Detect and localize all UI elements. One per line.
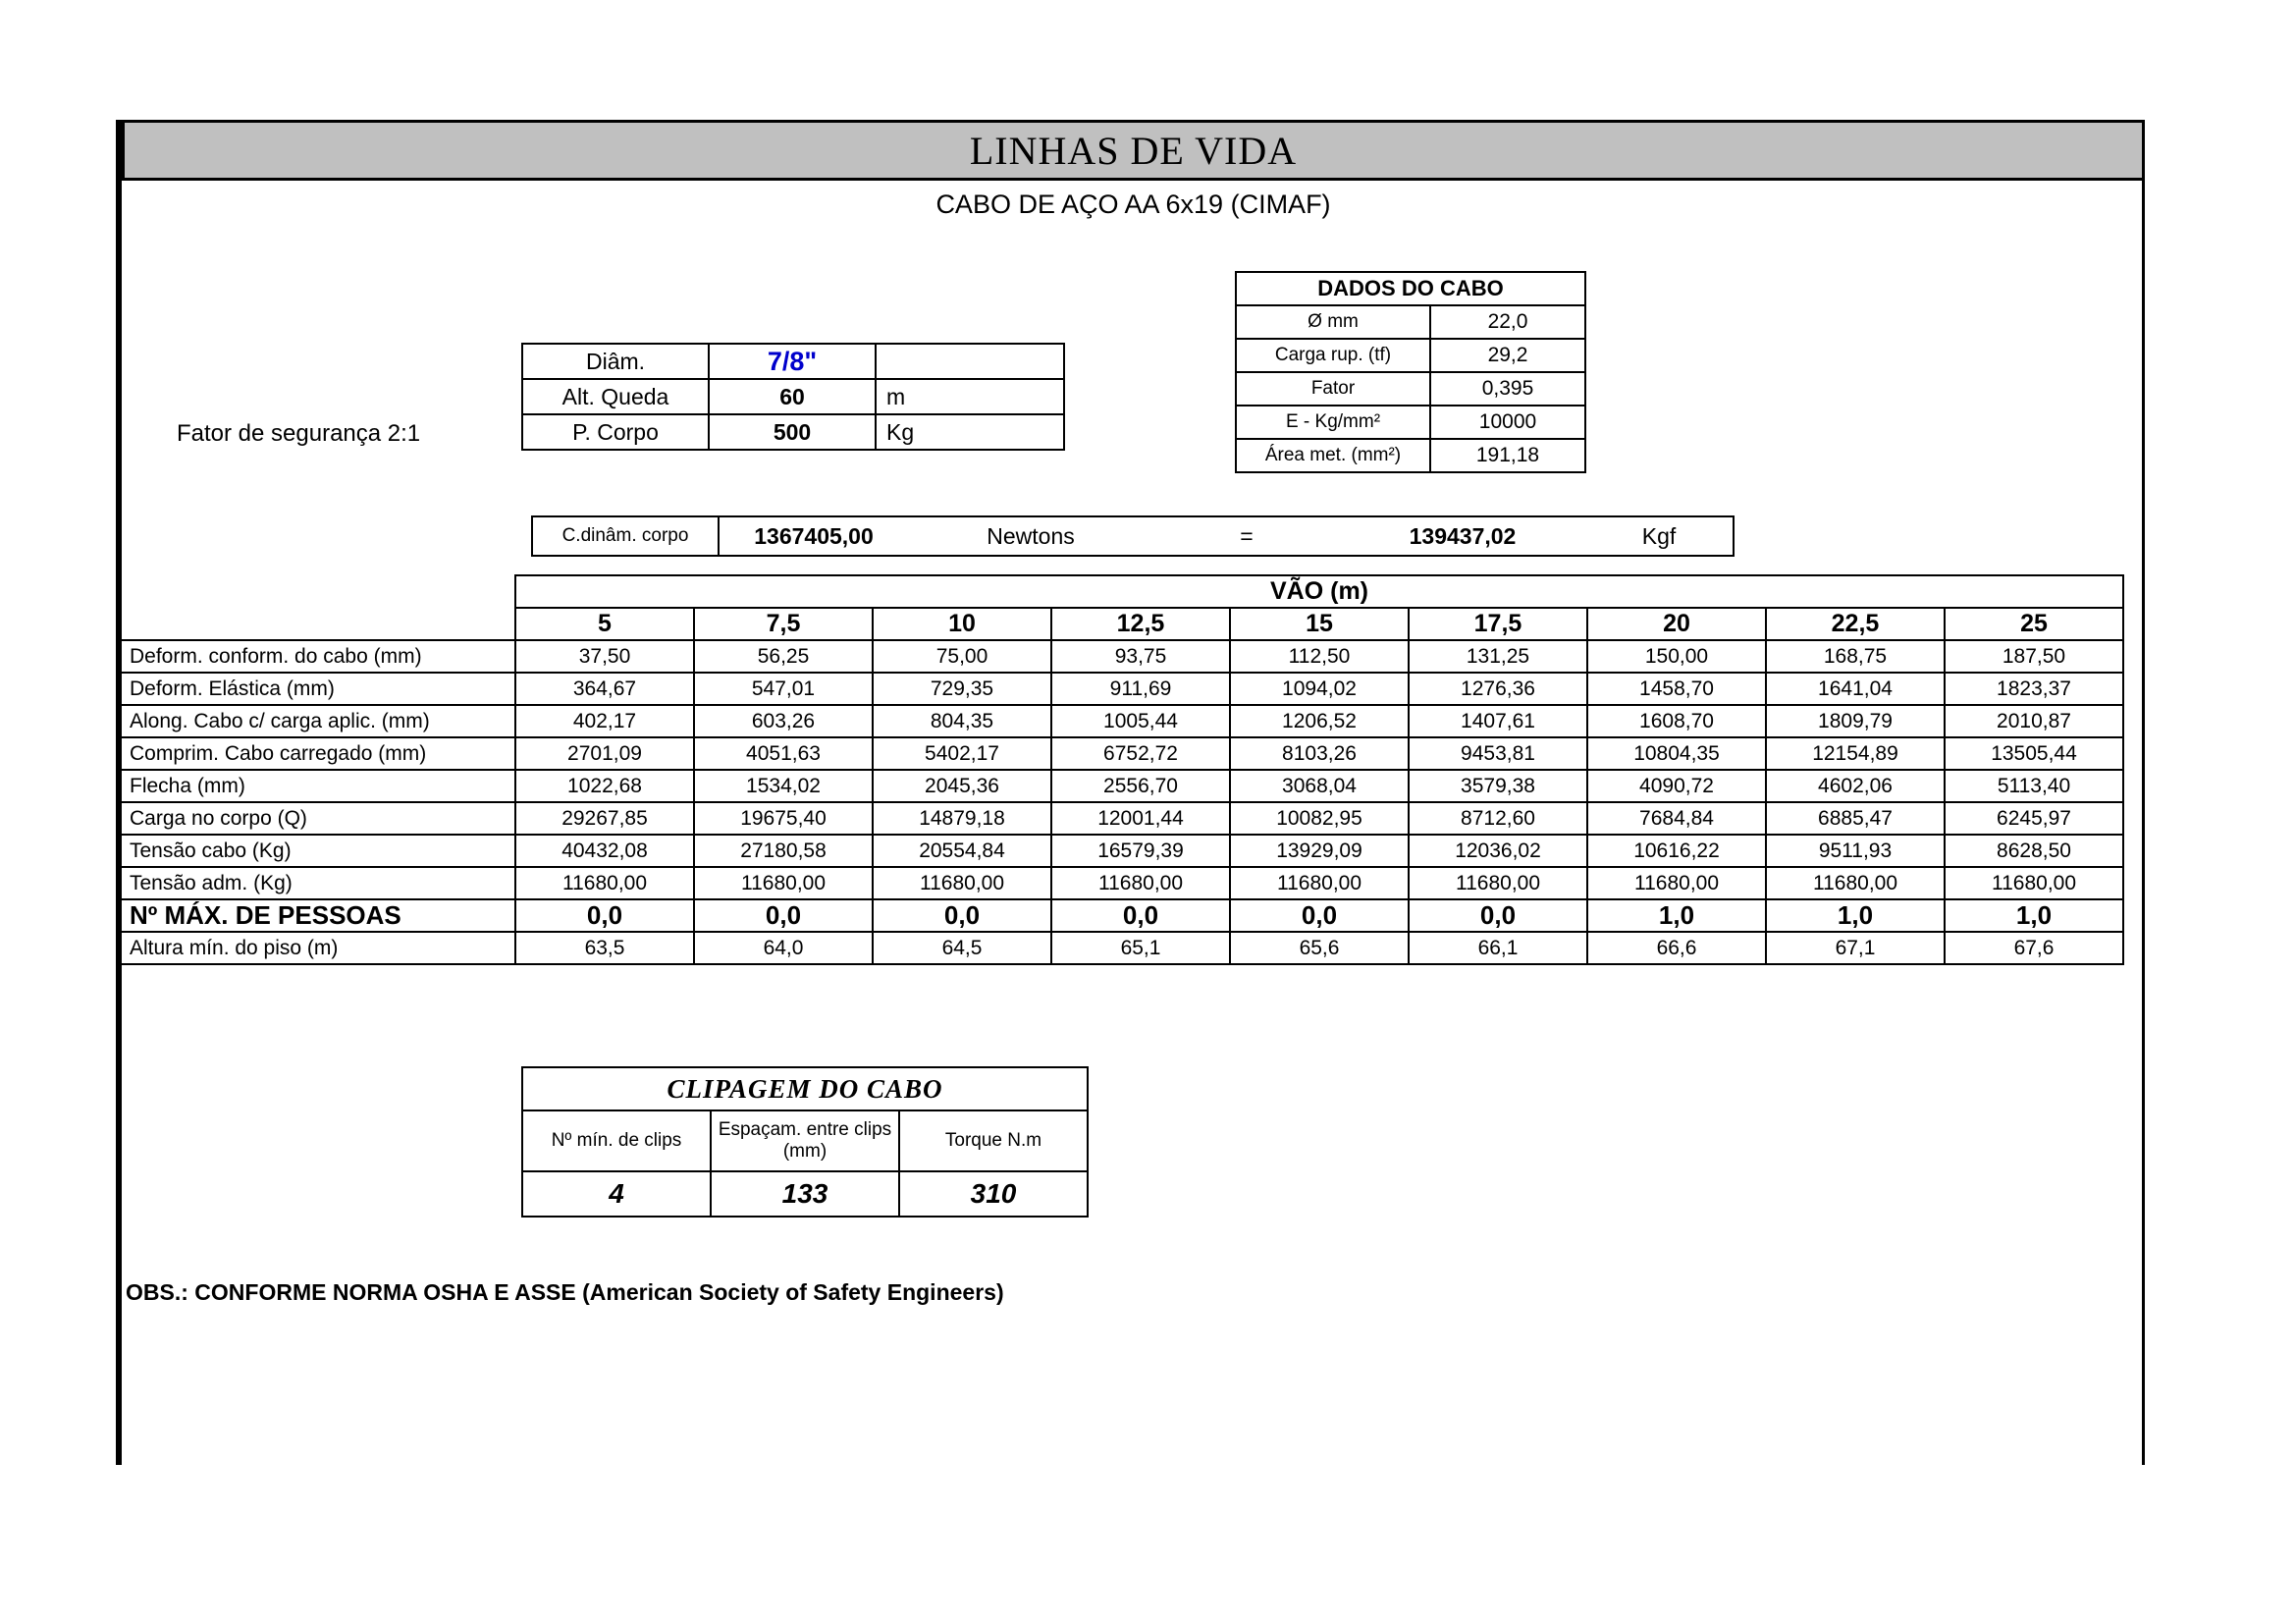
safety-factor-label: Fator de segurança 2:1 [177,420,421,447]
cell: 8103,26 [1230,737,1409,770]
row-label-max-people: Nº MÁX. DE PESSOAS [122,899,515,932]
column-header: 20 [1587,608,1766,640]
cell: 29267,85 [515,802,694,835]
clipping-value: 4 [522,1171,711,1217]
table-row [122,673,2123,705]
cell: 12001,44 [1051,802,1230,835]
table-row [1236,305,1585,339]
cell: 5113,40 [1945,770,2123,802]
clipping-header: CLIPAGEM DO CABO [522,1067,1088,1110]
observation-note: OBS.: CONFORME NORMA OSHA E ASSE (American Society of Safety Engineers) [126,1279,1004,1305]
cell: 11680,00 [1230,867,1409,899]
document-subtitle: CABO DE AÇO AA 6x19 (CIMAF) [935,189,1331,219]
cell: 40432,08 [515,835,694,867]
cell: 75,00 [873,640,1051,673]
column-header: 7,5 [694,608,873,640]
cell: 1823,37 [1945,673,2123,705]
cell: 11680,00 [1587,867,1766,899]
cell: 4090,72 [1587,770,1766,802]
cell: 63,5 [515,932,694,964]
cell: 64,5 [873,932,1051,964]
cell: 37,50 [515,640,694,673]
cell: 9511,93 [1766,835,1945,867]
cable-data-value[interactable]: 22,0 [1430,305,1585,339]
cell: 11680,00 [1766,867,1945,899]
cell: 65,1 [1051,932,1230,964]
dynamic-load-newtons-value: 1367405,00 [719,516,908,556]
cell: 1809,79 [1766,705,1945,737]
cell: 1094,02 [1230,673,1409,705]
cell: 67,1 [1766,932,1945,964]
cell: 11680,00 [515,867,694,899]
cell: 1,0 [1587,899,1766,932]
cell: 1206,52 [1230,705,1409,737]
table-row [522,414,1064,450]
cell: 5402,17 [873,737,1051,770]
cell: 4602,06 [1766,770,1945,802]
cell: 0,0 [1230,899,1409,932]
cable-data-label: Fator [1236,372,1430,406]
cell: 187,50 [1945,640,2123,673]
table-row [1236,439,1585,472]
table-row [122,770,2123,802]
fall-height-unit: m [876,379,1064,414]
cell: 12036,02 [1409,835,1587,867]
column-header: 25 [1945,608,2123,640]
table-row [122,899,2123,932]
row-label: Tensão cabo (Kg) [122,835,515,867]
cell: 12154,89 [1766,737,1945,770]
clipping-column-header: Espaçam. entre clips (mm) [711,1110,899,1171]
dynamic-load-newtons-unit: Newtons [908,516,1153,556]
cell: 8628,50 [1945,835,2123,867]
cable-data-value[interactable]: 10000 [1430,406,1585,439]
page-title: LINHAS DE VIDA [969,128,1298,173]
cell: 11680,00 [1945,867,2123,899]
table-row [1236,406,1585,439]
cell: 2010,87 [1945,705,2123,737]
grid-spacer [122,608,515,640]
table-row [522,1110,1088,1171]
cell: 10082,95 [1230,802,1409,835]
cable-data-value[interactable]: 191,18 [1430,439,1585,472]
table-row [522,1171,1088,1217]
cable-data-header: DADOS DO CABO [1236,272,1585,305]
dynamic-load-kgf-unit: Kgf [1585,516,1734,556]
cell: 131,25 [1409,640,1587,673]
cell: 4051,63 [694,737,873,770]
body-weight-value[interactable]: 500 [709,414,876,450]
cell: 1407,61 [1409,705,1587,737]
cell: 1,0 [1945,899,2123,932]
cable-data-label: Carga rup. (tf) [1236,339,1430,372]
table-row [122,867,2123,899]
body-weight-unit: Kg [876,414,1064,450]
table-row [122,835,2123,867]
dynamic-load-equals: = [1153,516,1340,556]
cell: 93,75 [1051,640,1230,673]
table-row [1236,339,1585,372]
cell: 1534,02 [694,770,873,802]
table-row [122,932,2123,964]
column-header: 12,5 [1051,608,1230,640]
cell: 911,69 [1051,673,1230,705]
results-table [122,574,2124,965]
cell: 804,35 [873,705,1051,737]
table-row [522,1067,1088,1110]
cell: 3068,04 [1230,770,1409,802]
cell: 112,50 [1230,640,1409,673]
table-row [522,379,1064,414]
cell: 2045,36 [873,770,1051,802]
diameter-label: Diâm. [522,344,709,379]
cell: 9453,81 [1409,737,1587,770]
table-row [522,344,1064,379]
table-row [122,608,2123,640]
column-header: 15 [1230,608,1409,640]
cell: 20554,84 [873,835,1051,867]
fall-height-label: Alt. Queda [522,379,709,414]
cell: 168,75 [1766,640,1945,673]
row-label: Flecha (mm) [122,770,515,802]
clipping-table [521,1066,1089,1218]
cell: 64,0 [694,932,873,964]
diameter-value[interactable]: 7/8" [709,344,876,379]
cell: 11680,00 [694,867,873,899]
cell: 14879,18 [873,802,1051,835]
cell: 1005,44 [1051,705,1230,737]
row-label: Carga no corpo (Q) [122,802,515,835]
cell: 729,35 [873,673,1051,705]
table-row [1236,372,1585,406]
cell: 0,0 [1051,899,1230,932]
cell: 2701,09 [515,737,694,770]
cell: 66,6 [1587,932,1766,964]
cell: 0,0 [873,899,1051,932]
cell: 6885,47 [1766,802,1945,835]
column-header: 5 [515,608,694,640]
row-label: Comprim. Cabo carregado (mm) [122,737,515,770]
cell: 1608,70 [1587,705,1766,737]
cable-data-table [1235,271,1586,473]
cell: 1641,04 [1766,673,1945,705]
diameter-unit [876,344,1064,379]
cell: 65,6 [1230,932,1409,964]
clipping-column-header: Torque N.m [899,1110,1088,1171]
cable-data-value[interactable]: 29,2 [1430,339,1585,372]
table-row [122,640,2123,673]
grid-spacer [122,575,515,608]
cell: 547,01 [694,673,873,705]
table-row [122,802,2123,835]
cell: 13929,09 [1230,835,1409,867]
table-row [122,705,2123,737]
row-label: Altura mín. do piso (m) [122,932,515,964]
cell: 0,0 [1409,899,1587,932]
table-row [122,575,2123,608]
cell: 1,0 [1766,899,1945,932]
cell: 1458,70 [1587,673,1766,705]
body-weight-label: P. Corpo [522,414,709,450]
row-label: Deform. conform. do cabo (mm) [122,640,515,673]
cell: 66,1 [1409,932,1587,964]
column-header: 22,5 [1766,608,1945,640]
cell: 7684,84 [1587,802,1766,835]
cell: 10616,22 [1587,835,1766,867]
clipping-value: 310 [899,1171,1088,1217]
fall-height-value[interactable]: 60 [709,379,876,414]
document-title-band [122,120,2145,181]
clipping-value: 133 [711,1171,899,1217]
cell: 19675,40 [694,802,873,835]
cell: 16579,39 [1051,835,1230,867]
cell: 8712,60 [1409,802,1587,835]
cell: 402,17 [515,705,694,737]
table-row [532,516,1734,556]
cell: 0,0 [515,899,694,932]
span-header: VÃO (m) [515,575,2123,608]
cell: 150,00 [1587,640,1766,673]
clipping-column-header: Nº mín. de clips [522,1110,711,1171]
column-header: 10 [873,608,1051,640]
cell: 1276,36 [1409,673,1587,705]
table-row [1236,272,1585,305]
cell: 6245,97 [1945,802,2123,835]
cell: 6752,72 [1051,737,1230,770]
cell: 27180,58 [694,835,873,867]
dynamic-load-label: C.dinâm. corpo [532,516,719,556]
cell: 11680,00 [1051,867,1230,899]
cell: 11680,00 [873,867,1051,899]
input-parameters-table [521,343,1065,451]
cell: 56,25 [694,640,873,673]
column-header: 17,5 [1409,608,1587,640]
cable-data-label: Área met. (mm²) [1236,439,1430,472]
cell: 603,26 [694,705,873,737]
cell: 11680,00 [1409,867,1587,899]
table-row [122,737,2123,770]
cable-data-label: E - Kg/mm² [1236,406,1430,439]
cable-data-value[interactable]: 0,395 [1430,372,1585,406]
cable-data-label: Ø mm [1236,305,1430,339]
cell: 67,6 [1945,932,2123,964]
cell: 10804,35 [1587,737,1766,770]
cell: 1022,68 [515,770,694,802]
cell: 13505,44 [1945,737,2123,770]
row-label: Deform. Elástica (mm) [122,673,515,705]
dynamic-load-row [531,515,1735,557]
cell: 364,67 [515,673,694,705]
cell: 2556,70 [1051,770,1230,802]
row-label: Tensão adm. (Kg) [122,867,515,899]
dynamic-load-kgf-value: 139437,02 [1340,516,1585,556]
cell: 0,0 [694,899,873,932]
row-label: Along. Cabo c/ carga aplic. (mm) [122,705,515,737]
cell: 3579,38 [1409,770,1587,802]
